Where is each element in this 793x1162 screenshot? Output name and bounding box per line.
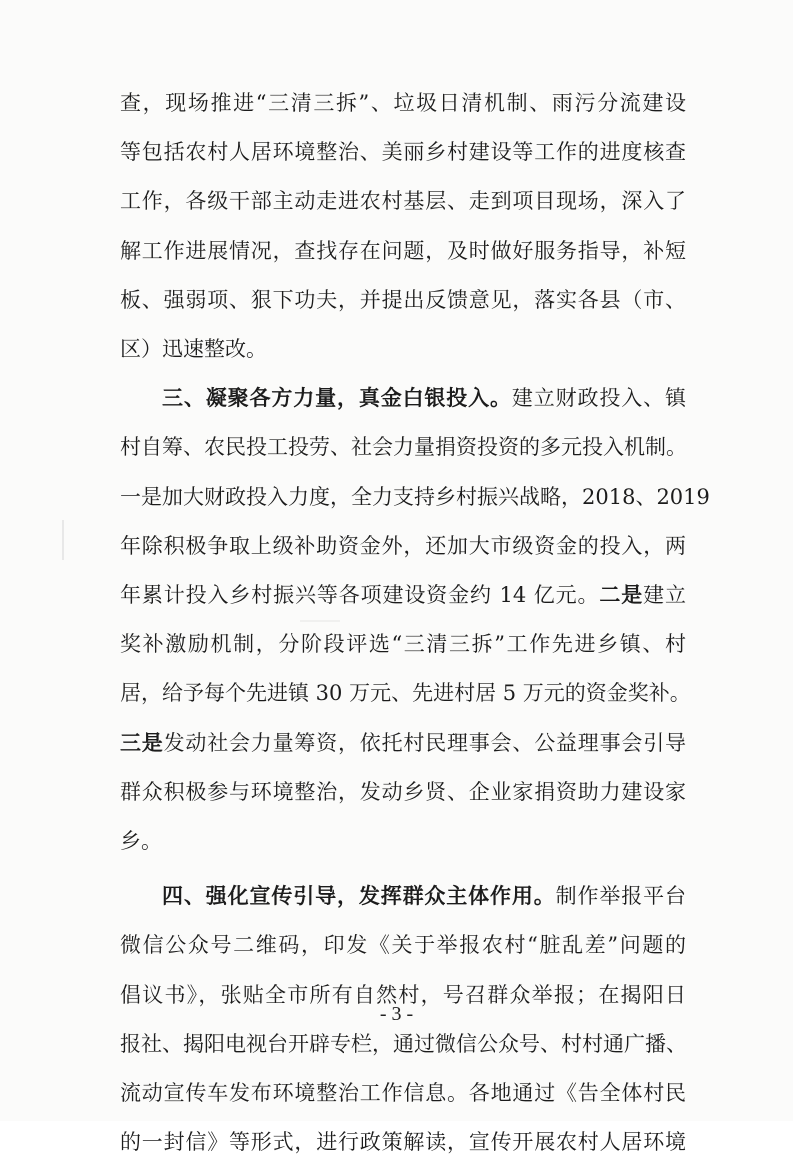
text-segment: 区）迅速整改。 bbox=[120, 337, 267, 361]
text-segment: 村自筹、农民投工投劳、社会力量捐资投资的多元投入机制。 bbox=[120, 435, 687, 459]
section-heading: 三是 bbox=[120, 730, 164, 755]
text-segment: 建立财政投入、镇 bbox=[511, 386, 687, 410]
scan-artifact bbox=[62, 520, 64, 560]
text-segment: 等包括农村人居环境整治、美丽乡村建设等工作的进度核查 bbox=[120, 140, 686, 164]
text-line bbox=[120, 723, 686, 763]
text-line bbox=[120, 526, 686, 566]
text-line bbox=[120, 181, 686, 221]
text-line bbox=[120, 772, 686, 812]
text-line bbox=[120, 821, 686, 861]
text-line bbox=[120, 280, 686, 320]
text-segment: 居，给予每个先进镇 30 万元、先进村居 5 万元的资金奖补。 bbox=[120, 681, 691, 705]
scan-artifact bbox=[300, 620, 340, 622]
text-segment: 奖补激励机制，分阶段评选“三清三拆”工作先进乡镇、村 bbox=[120, 632, 686, 656]
text-segment: 板、强弱项、狠下功夫，并提出反馈意见，落实各县（市、 bbox=[120, 288, 686, 312]
section-heading: 三、凝聚各方力量，真金白银投入。 bbox=[162, 385, 512, 410]
text-segment: 一是加大财政投入力度，全力支持乡村振兴战略，2018、2019 bbox=[120, 485, 710, 509]
section-heading: 二是 bbox=[599, 582, 644, 607]
text-segment: 查，现场推进“三清三拆”、垃圾日清机制、雨污分流建设 bbox=[120, 91, 686, 115]
text-segment: 乡。 bbox=[120, 829, 162, 853]
text-line bbox=[120, 975, 686, 1015]
text-line bbox=[120, 624, 686, 664]
text-segment: 工作，各级干部主动走进农村基层、走到项目现场，深入了 bbox=[120, 189, 686, 213]
text-segment: 报社、揭阳电视台开辟专栏，通过微信公众号、村村通广播、 bbox=[120, 1032, 687, 1056]
text-line bbox=[120, 231, 686, 271]
text-segment: 群众积极参与环境整治，发动乡贤、企业家捐资助力建设家 bbox=[120, 780, 686, 804]
text-segment: 流动宣传车发布环境整治工作信息。各地通过《告全体村民 bbox=[120, 1081, 686, 1105]
text-line bbox=[120, 1073, 686, 1113]
text-segment: 倡议书》，张贴全市所有自然村，号召群众举报；在揭阳日 bbox=[120, 983, 686, 1007]
text-segment: 发动社会力量筹资，依托村民理事会、公益理事会引导 bbox=[163, 731, 687, 755]
text-segment: 解工作进展情况，查找存在问题，及时做好服务指导，补短 bbox=[120, 239, 686, 263]
text-line bbox=[120, 1122, 686, 1162]
text-line bbox=[162, 378, 686, 418]
text-segment: 的一封信》等形式，进行政策解读，宣传开展农村人居环境 bbox=[120, 1130, 686, 1154]
text-line bbox=[120, 132, 686, 172]
text-line bbox=[120, 83, 686, 123]
text-line bbox=[120, 329, 686, 369]
text-line bbox=[162, 876, 686, 916]
text-segment: 微信公众号二维码，印发《关于举报农村“脏乱差”问题的 bbox=[120, 933, 686, 957]
section-heading: 四、强化宣传引导，发挥群众主体作用。 bbox=[162, 883, 556, 908]
text-line bbox=[120, 427, 686, 467]
text-segment: 年累计投入乡村振兴等各项建设资金约 14 亿元。 bbox=[120, 583, 600, 607]
text-segment: 制作举报平台 bbox=[555, 884, 687, 908]
page-number: - 3 - bbox=[379, 1003, 414, 1025]
text-line bbox=[120, 477, 710, 517]
text-line bbox=[120, 575, 686, 615]
text-line bbox=[120, 1024, 686, 1064]
text-segment: 年除积极争取上级补助资金外，还加大市级资金的投入，两 bbox=[120, 534, 686, 558]
text-line bbox=[120, 925, 686, 965]
text-segment: 建立 bbox=[643, 583, 687, 607]
text-line bbox=[120, 673, 691, 713]
